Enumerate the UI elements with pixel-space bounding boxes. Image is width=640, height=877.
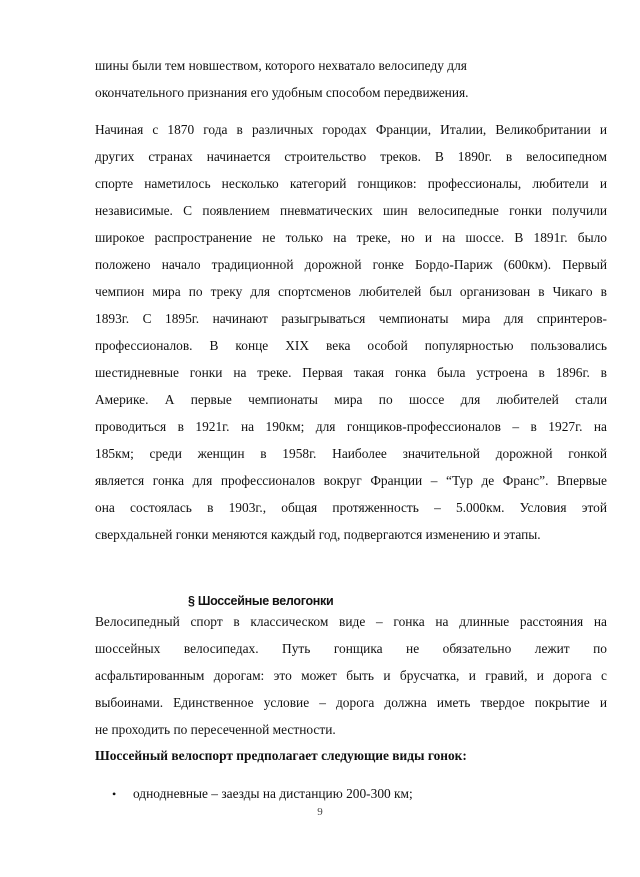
text-line: Америке. А первые чемпионаты мира по шоссе для любителей стали — [95, 392, 607, 407]
text-line: не проходить по пересеченной местности. — [95, 722, 336, 737]
text-line: Начиная с 1870 года в различных городах Франции, Италии, Великобритании и — [95, 122, 607, 137]
text-line: шоссейных велосипедах. Путь гонщика не обязательно лежит по — [95, 641, 607, 656]
text-line: 1893г. С 1895г. начинают разыгрываться чемпионаты мира для спринтеров- — [95, 311, 607, 326]
text-line: она состоялась в 1903г., общая протяженность – 5.000км. Условия этой — [95, 500, 607, 515]
page-number: 9 — [317, 806, 323, 818]
text-line: широкое распространение не только на треке, но и на шоссе. В 1891г. было — [95, 230, 607, 245]
text-line: независимые. С появлением пневматических шин велосипедные гонки получили — [95, 203, 607, 218]
text-line: шестидневные гонки на треке. Первая такая гонка была устроена в 1896г. в — [95, 365, 607, 380]
list-item — [112, 786, 413, 802]
text-line: Велосипедный спорт в классическом виде – гонка на длинные расстояния на — [95, 614, 607, 629]
text-line: асфальтированным дорогам: это может быть и брусчатка, и гравий, и дорога с — [95, 668, 607, 683]
text-line: чемпион мира по треку для спортсменов любителей был организован в Чикаго в — [95, 284, 607, 299]
text-line: проводиться в 1921г. на 190км; для гонщиков-профессионалов – в 1927г. на — [95, 419, 607, 434]
list-item-text: однодневные – заезды на дистанцию 200-300 км; — [133, 786, 413, 801]
text-line: шины были тем новшеством, которого нехватало велосипеду для — [95, 58, 467, 73]
text-line: выбоинами. Единственное условие – дорога должна иметь твердое покрытие и — [95, 695, 607, 710]
text-line: профессионалов. В конце XIX века особой популярностью пользовались — [95, 338, 607, 353]
section-heading: § Шоссейные велогонки — [188, 594, 334, 608]
text-line: окончательного признания его удобным способом передвижения. — [95, 85, 469, 100]
text-line: положено начало традиционной дорожной гонке Бордо-Париж (600км). Первый — [95, 257, 607, 272]
text-line: является гонка для профессионалов вокруг Франции – “Тур де Франс”. Впервые — [95, 473, 607, 488]
bullet-icon: • — [112, 787, 117, 801]
text-line: 185км; среди женщин в 1958г. Наиболее значительной дорожной гонкой — [95, 446, 607, 461]
race-types-heading: Шоссейный велоспорт предполагает следующие виды гонок: — [95, 748, 467, 763]
text-line: других странах начинается строительство треков. В 1890г. в велосипедном — [95, 149, 607, 164]
text-line: спорте наметилось несколько категорий гонщиков: профессионалы, любители и — [95, 176, 607, 191]
text-line: сверхдальней гонки меняются каждый год, подвергаются изменению и этапы. — [95, 527, 541, 542]
